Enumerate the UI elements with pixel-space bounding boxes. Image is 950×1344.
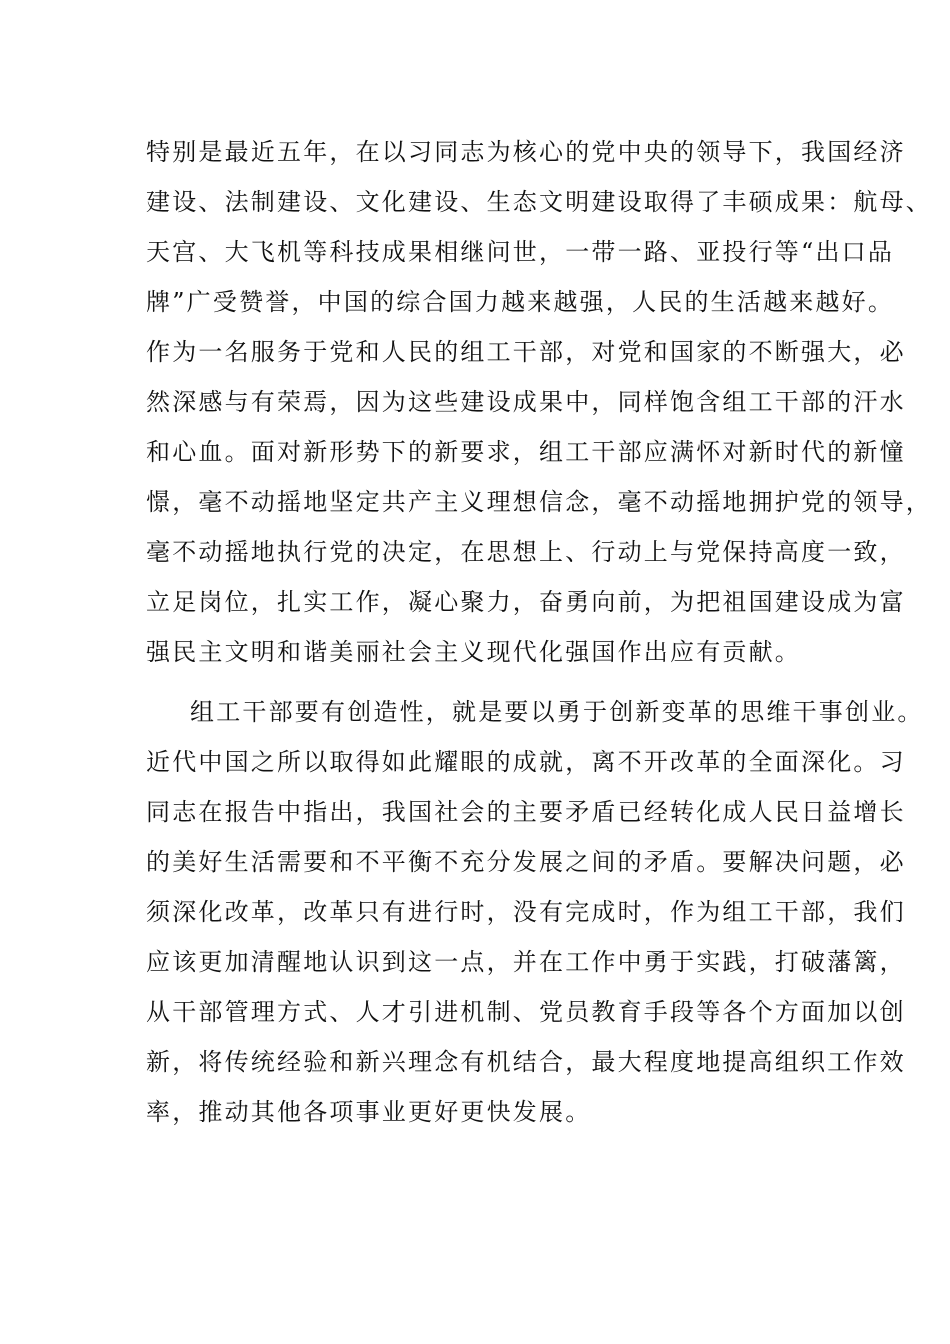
text-line: 组工干部要有创造性，就是要以勇于创新变革的思维干事创业。 xyxy=(190,698,924,726)
text-line: 率，推动其他各项事业更好更快发展。 xyxy=(146,1098,592,1126)
text-line: 天宫、大飞机等科技成果相继问世，一带一路、亚投行等“出口品 xyxy=(146,238,895,266)
text-line: 同志在报告中指出，我国社会的主要矛盾已经转化成人民日益增长 xyxy=(146,798,906,826)
text-line: 从干部管理方式、人才引进机制、党员教育手段等各个方面加以创 xyxy=(146,998,906,1026)
text-line: 和心血。面对新形势下的新要求，组工干部应满怀对新时代的新憧 xyxy=(146,438,906,466)
text-line: 作为一名服务于党和人民的组工干部，对党和国家的不断强大，必 xyxy=(146,338,906,366)
text-line: 立足岗位，扎实工作，凝心聚力，奋勇向前，为把祖国建设成为富 xyxy=(146,588,906,616)
text-line: 建设、法制建设、文化建设、生态文明建设取得了丰硕成果：航母、 xyxy=(146,188,932,216)
text-line: 的美好生活需要和不平衡不充分发展之间的矛盾。要解决问题，必 xyxy=(146,848,906,876)
text-line: 憬，毫不动摇地坚定共产主义理想信念，毫不动摇地拥护党的领导， xyxy=(146,488,932,516)
text-line: 牌”广受赞誉，中国的综合国力越来越强，人民的生活越来越好。 xyxy=(146,288,895,316)
text-line: 强民主文明和谐美丽社会主义现代化强国作出应有贡献。 xyxy=(146,638,801,666)
text-line: 然深感与有荣焉，因为这些建设成果中，同样饱含组工干部的汗水 xyxy=(146,388,906,416)
text-line: 特别是最近五年，在以习同志为核心的党中央的领导下，我国经济 xyxy=(146,138,906,166)
text-line: 应该更加清醒地认识到这一点，并在工作中勇于实践，打破藩篱， xyxy=(146,948,906,976)
text-line: 新，将传统经验和新兴理念有机结合，最大程度地提高组织工作效 xyxy=(146,1048,906,1076)
text-line: 近代中国之所以取得如此耀眼的成就，离不开改革的全面深化。习 xyxy=(146,748,906,776)
text-line: 须深化改革，改革只有进行时，没有完成时，作为组工干部，我们 xyxy=(146,898,906,926)
text-line: 毫不动摇地执行党的决定，在思想上、行动上与党保持高度一致， xyxy=(146,538,906,566)
